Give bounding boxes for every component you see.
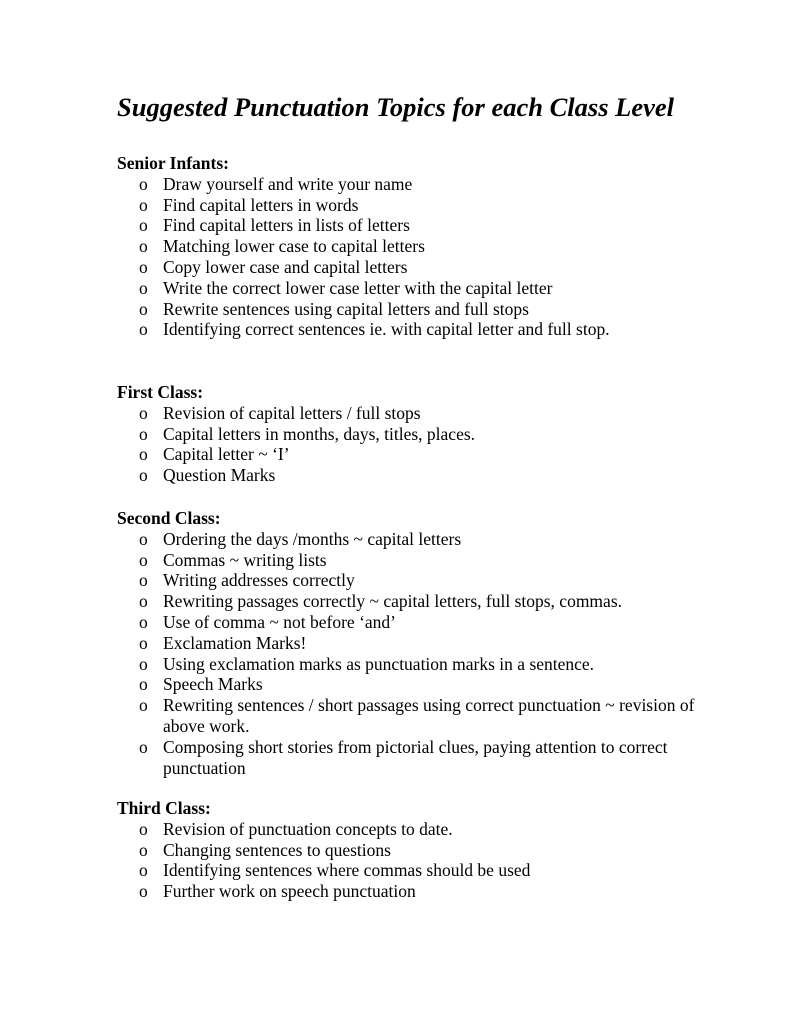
list-item [117, 465, 717, 486]
list-item-text: Use of comma ~ not before ‘and’ [163, 611, 396, 632]
list-item-text: Writing addresses correctly [163, 570, 355, 591]
bullet-icon: o [139, 423, 148, 444]
section-third-class [117, 798, 717, 902]
list-item [117, 236, 717, 257]
list-item-text: Rewriting sentences / short passages using correct punctuation ~ revision of above work. [163, 695, 695, 736]
list-item-text: Composing short stories from pictorial clues, paying attention to correct punctuation [163, 736, 668, 778]
bullet-icon: o [139, 632, 148, 653]
list-item-text: Capital letter ~ ‘I’ [163, 444, 290, 465]
bullet-icon: o [139, 256, 148, 277]
bullet-icon: o [139, 653, 148, 674]
list-item [117, 819, 717, 840]
bullet-icon: o [139, 839, 148, 860]
list-item-text: Ordering the days /months ~ capital letters [163, 528, 462, 549]
bullet-icon: o [139, 402, 148, 423]
list-item [117, 737, 717, 779]
list-item-text: Identifying correct sentences ie. with capital letter and full stop. [163, 319, 610, 340]
list-item-text: Find capital letters in lists of letters [163, 215, 410, 236]
list-item [117, 529, 717, 550]
list-item-text: Commas ~ writing lists [163, 549, 327, 570]
list-item-text: Capital letters in months, days, titles, places. [163, 423, 476, 444]
bullet-icon: o [139, 215, 148, 236]
list-item [117, 550, 717, 571]
bullet-icon: o [139, 695, 148, 716]
bullet-icon: o [139, 818, 148, 839]
topic-list [117, 819, 717, 902]
section-first-class [117, 382, 717, 486]
section-heading: Second Class: [117, 508, 221, 528]
list-item [117, 174, 717, 195]
section-heading: Senior Infants: [117, 153, 229, 173]
bullet-icon: o [139, 465, 148, 486]
list-item-text: Using exclamation marks as punctuation marks in a sentence. [163, 653, 595, 674]
list-item [117, 674, 717, 695]
list-item [117, 319, 717, 340]
list-item [117, 860, 717, 881]
section-heading: Third Class: [117, 798, 211, 818]
list-item [117, 570, 717, 591]
bullet-icon: o [139, 860, 148, 881]
bullet-icon: o [139, 549, 148, 570]
topic-list [117, 403, 717, 486]
list-item [117, 299, 717, 320]
bullet-icon: o [139, 674, 148, 695]
topic-list [117, 529, 717, 779]
bullet-icon: o [139, 736, 148, 757]
list-item [117, 840, 717, 861]
list-item-text: Exclamation Marks! [163, 632, 307, 653]
topic-list [117, 174, 717, 340]
list-item [117, 444, 717, 465]
list-item [117, 424, 717, 445]
list-item-text: Revision of capital letters / full stops [163, 402, 421, 423]
list-item-text: Question Marks [163, 465, 276, 486]
list-item-text: Copy lower case and capital letters [163, 256, 408, 277]
bullet-icon: o [139, 528, 148, 549]
list-item-text: Revision of punctuation concepts to date. [163, 818, 453, 839]
section-second-class [117, 508, 717, 778]
list-item [117, 257, 717, 278]
list-item [117, 633, 717, 654]
list-item-text: Find capital letters in words [163, 194, 359, 215]
section-senior-infants [117, 153, 717, 340]
bullet-icon: o [139, 173, 148, 194]
bullet-icon: o [139, 444, 148, 465]
list-item-text: Matching lower case to capital letters [163, 236, 425, 257]
list-item-text: Rewriting passages correctly ~ capital letters, full stops, commas. [163, 591, 622, 612]
list-item-text: Changing sentences to questions [163, 839, 391, 860]
bullet-icon: o [139, 236, 148, 257]
list-item [117, 654, 717, 675]
list-item-text: Rewrite sentences using capital letters and full stops [163, 298, 529, 319]
list-item-text: Identifying sentences where commas should be used [163, 860, 531, 881]
list-item-text: Write the correct lower case letter with the capital letter [163, 277, 553, 298]
list-item [117, 195, 717, 216]
bullet-icon: o [139, 611, 148, 632]
section-heading: First Class: [117, 382, 204, 402]
bullet-icon: o [139, 591, 148, 612]
bullet-icon: o [139, 881, 148, 902]
list-item-text: Speech Marks [163, 674, 263, 695]
page-title: Suggested Punctuation Topics for each Class Level [116, 92, 674, 122]
list-item-text: Further work on speech punctuation [163, 881, 416, 902]
list-item [117, 215, 717, 236]
bullet-icon: o [139, 277, 148, 298]
bullet-icon: o [139, 298, 148, 319]
list-item [117, 403, 717, 424]
list-item [117, 278, 717, 299]
list-item [117, 695, 717, 737]
list-item [117, 881, 717, 902]
bullet-icon: o [139, 194, 148, 215]
bullet-icon: o [139, 319, 148, 340]
list-item [117, 591, 717, 612]
list-item [117, 612, 717, 633]
bullet-icon: o [139, 570, 148, 591]
list-item-text: Draw yourself and write your name [163, 173, 413, 194]
